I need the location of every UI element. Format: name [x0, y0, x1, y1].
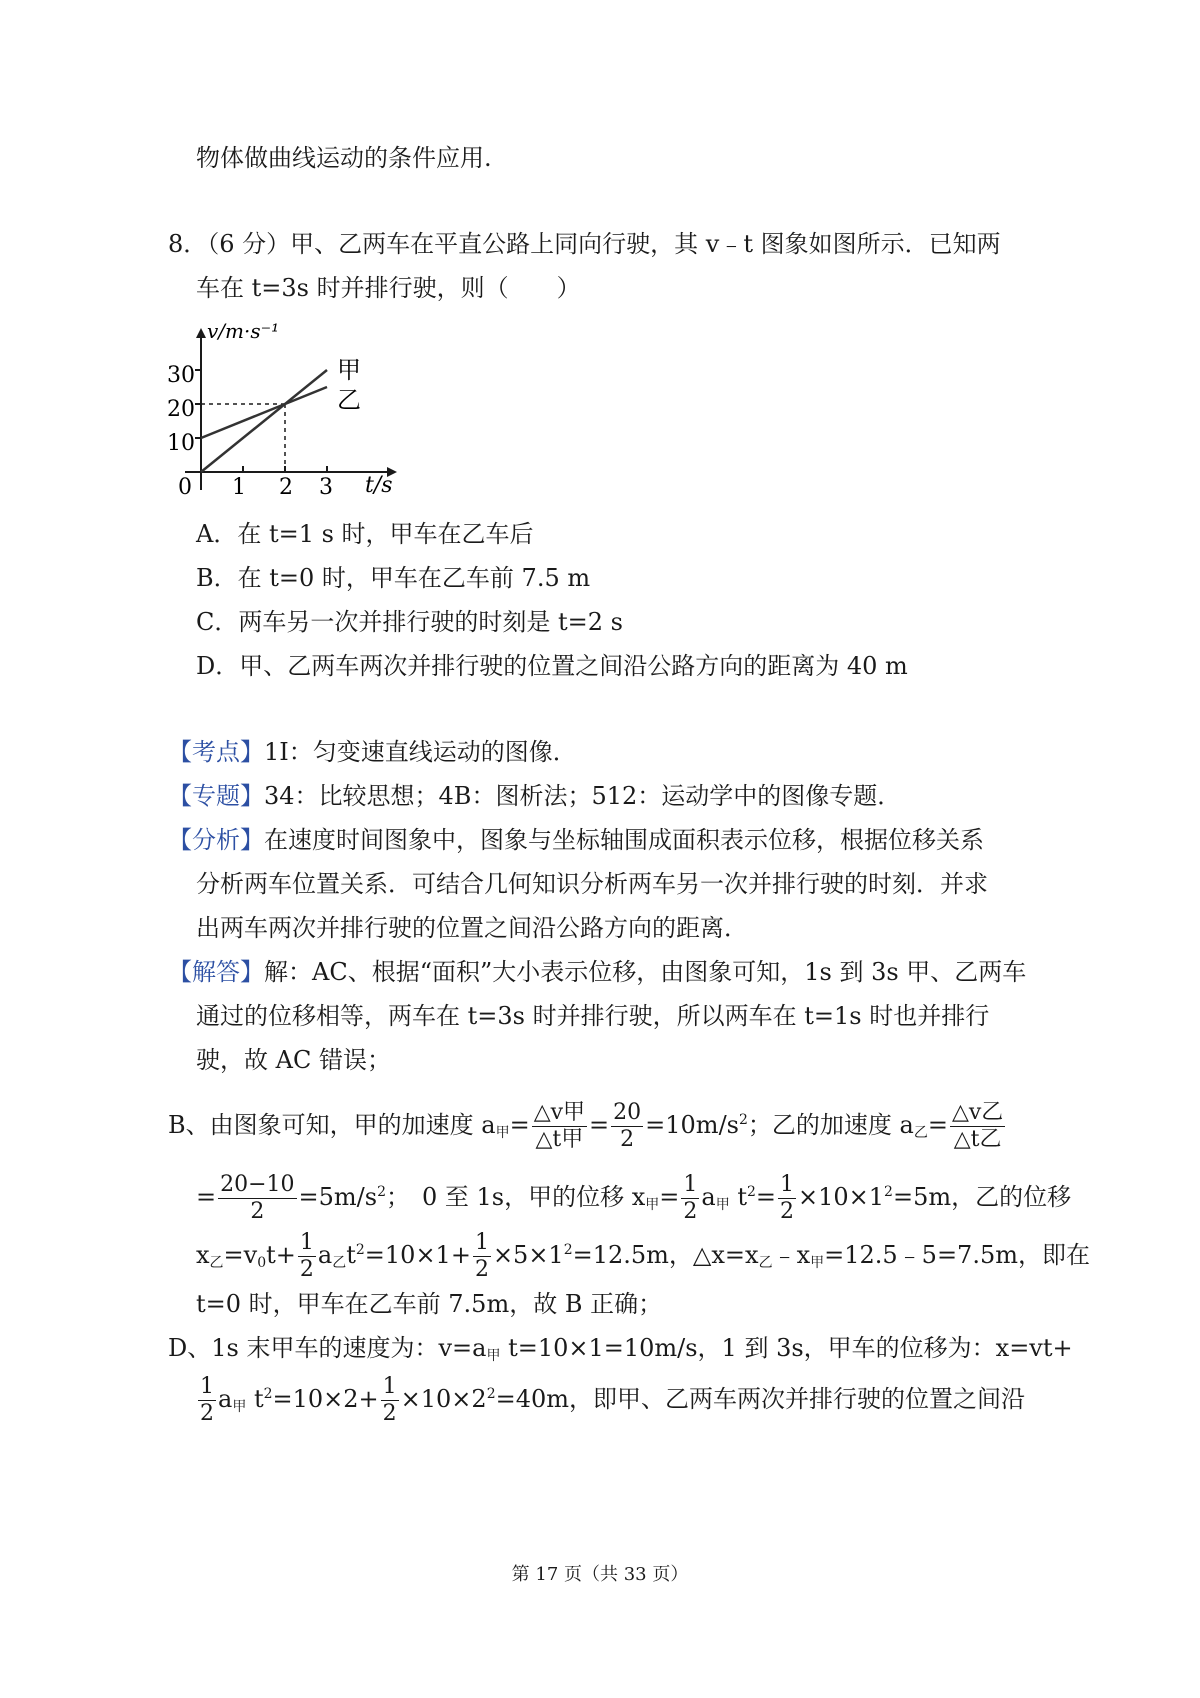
fraction-dv-yi: $\frac{\text{△v乙}}{\text{△t乙}}$	[951, 1100, 1004, 1152]
solution-b-line-3: $x_乙=v_0t+$ $\frac{1}{2}$ $a_乙t^2=10\times 1+$ $\frac{1}{2}$ $\times 5\times 1^2=12.5m$，$\triangle x=x_乙﹣x_甲=12.5﹣5=7.5m$，即在	[196, 1230, 1090, 1282]
option-d: D．甲、乙两车两次并排行驶的位置之间沿公路方向的距离为 40 m	[196, 652, 908, 680]
option-b: B．在 t=0 时，甲车在乙车前 7.5 m	[196, 564, 591, 592]
fenxi-text-1: 在速度时间图象中，图象与坐标轴围成面积表示位移，根据位移关系	[264, 826, 984, 854]
page-footer: 第 17 页（共 33 页）	[511, 1564, 689, 1585]
x-axis-label: t/s	[365, 473, 393, 498]
y-tick-label-10: 10	[167, 431, 195, 456]
y-tick-label-20: 20	[167, 397, 195, 422]
question-line-2: 车在 t=3s 时并排行驶，则（ ）	[196, 274, 581, 302]
fenxi-tag: 【分析】	[168, 826, 264, 854]
y-axis-label: v/m·s⁻¹	[207, 320, 280, 343]
solution-b-line-1: B、由图象可知，甲的加速度 $a_甲=$ $\frac{\text{△v甲}}{\text{△t甲}}$ = $\frac{20}{2}$ $=10m/s^2$；乙的加速度 $a_乙=$ $\frac{\text{△v乙}}{\text{△t乙}}$	[168, 1100, 1004, 1152]
chart-axes	[185, 330, 395, 490]
series-label-yi: 乙	[337, 386, 361, 414]
zhuanti-text: 34：比较思想；4B：图析法；512：运动学中的图像专题．	[264, 782, 902, 810]
fraction-dv-jia: $\frac{\text{△v甲}}{\text{△t甲}}$	[533, 1100, 586, 1152]
series-line-jia	[201, 370, 327, 472]
fraction-half: $\frac{1}{2}$	[683, 1172, 698, 1224]
intro-line: 物体做曲线运动的条件应用.	[196, 144, 492, 172]
fraction-20-2: $\frac{20}{2}$	[613, 1100, 642, 1152]
fraction-half: $\frac{1}{2}$	[780, 1172, 795, 1224]
fenxi-line-2: 分析两车位置关系．可结合几何知识分析两车另一次并排行驶的时刻．并求	[196, 870, 988, 898]
fraction-half: $\frac{1}{2}$	[200, 1374, 214, 1426]
solution-b-line-4: t=0 时，甲车在乙车前 7.5m，故 B 正确；	[196, 1290, 663, 1318]
fraction-half: $\frac{1}{2}$	[474, 1230, 489, 1282]
jieda-text-1: 解：AC、根据“面积”大小表示位移，由图象可知，1s 到 3s 甲、乙两车	[264, 958, 1027, 986]
x-tick-label-1: 1	[232, 475, 246, 500]
y-tick-label-30: 30	[167, 363, 195, 388]
jieda-line-3: 驶，故 AC 错误；	[196, 1046, 391, 1074]
jieda-tag: 【解答】	[168, 958, 264, 986]
fraction-half: $\frac{1}{2}$	[382, 1374, 397, 1426]
vt-chart	[165, 320, 405, 505]
zhuanti-tag: 【专题】	[168, 782, 264, 810]
fenxi-line-1	[168, 824, 984, 856]
solution-b-line-2: = $\frac{20-10}{2}$ $=5m/s^2$； 0 至 1s，甲的位移 $x_甲=$ $\frac{1}{2}$ $a_甲$ $t^2=$ $\frac{1}{2}$ $\times 10\times 1^2=5m$，乙的位移	[196, 1172, 1072, 1224]
series-label-jia: 甲	[337, 356, 361, 384]
x-tick-label-2: 2	[279, 475, 293, 500]
option-a: A．在 t=1 s 时，甲车在乙车后	[196, 520, 534, 548]
option-c: C．两车另一次并排行驶的时刻是 t=2 s	[196, 608, 623, 636]
solution-d-line-2: $\frac{1}{2}$ $a_甲$ $t^2=10\times 2+$ $\frac{1}{2}$ $\times 10\times 2^2=40m$，即甲、乙两车两次并排行驶的位置之间沿	[200, 1374, 1026, 1426]
origin-label: 0	[178, 475, 192, 500]
fraction-half: $\frac{1}{2}$	[299, 1230, 314, 1282]
x-tick-label-3: 3	[319, 475, 333, 500]
kaodian-line	[168, 736, 577, 768]
series-line-yi	[201, 387, 327, 438]
kaodian-text: 1I：匀变速直线运动的图像．	[264, 738, 577, 766]
kaodian-tag: 【考点】	[168, 738, 264, 766]
question-line-1: 8．（6 分）甲、乙两车在平直公路上同向行驶，其 v﹣t 图象如图所示．已知两	[168, 230, 1001, 258]
solution-d-line-1: D、1s 末甲车的速度为：$v=a_甲$ t=10×1=10m/s，1 到 3s，甲车的位移为：x=vt+	[168, 1334, 1073, 1364]
jieda-line-2: 通过的位移相等，两车在 t=3s 时并排行驶，所以两车在 t=1s 时也并排行	[196, 1002, 990, 1030]
fraction-20-10: $\frac{20-10}{2}$	[220, 1172, 295, 1224]
jieda-line-1	[168, 956, 1026, 988]
fenxi-line-3: 出两车两次并排行驶的位置之间沿公路方向的距离．	[196, 914, 748, 942]
zhuanti-line	[168, 780, 901, 812]
